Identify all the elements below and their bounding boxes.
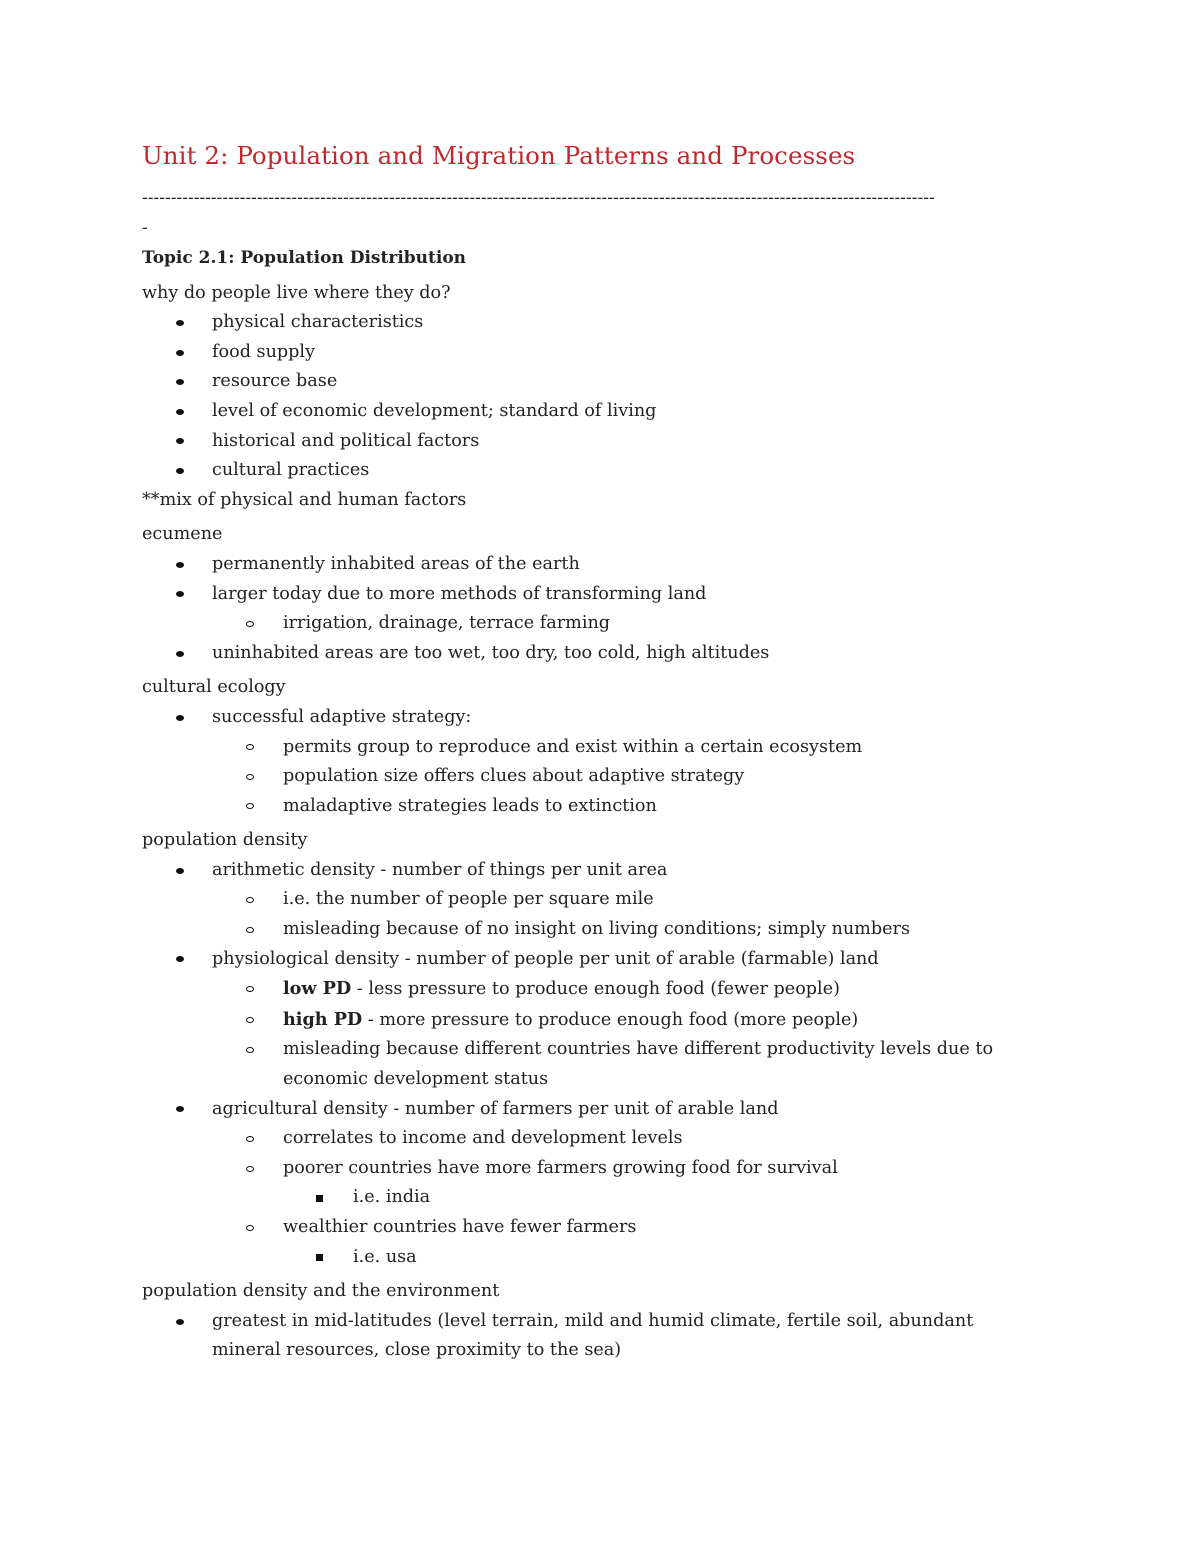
list-subsubitem: i.e. usa <box>142 1243 1062 1273</box>
list-item: level of economic development; standard of living <box>142 397 1062 427</box>
list-item: successful adaptive strategy: <box>142 703 1062 733</box>
bullet-dot-icon <box>176 338 184 368</box>
list-subitem: maladaptive strategies leads to extinction <box>142 792 1062 822</box>
term-high-pd: high PD <box>283 1008 363 1030</box>
list-item: greatest in mid-latitudes (level terrain, mild and humid climate, fertile soil, abundant <box>142 1307 1062 1337</box>
bullet-dot-icon <box>176 1095 184 1125</box>
list-subitem: population size offers clues about adaptive strategy <box>142 762 1062 792</box>
bullet-square-icon <box>316 1243 323 1273</box>
list-item: physical characteristics <box>142 308 1062 338</box>
list-subitem: irrigation, drainage, terrace farming <box>142 609 1062 639</box>
list-subitem: high PD - more pressure to produce enough food (more people) <box>142 1005 1062 1036</box>
bullet-circle-icon <box>246 1035 254 1065</box>
bullet-dot-icon <box>176 703 184 733</box>
bullet-dot-icon <box>176 427 184 457</box>
bullet-circle-icon <box>246 1005 254 1035</box>
bullet-circle-icon <box>246 792 254 822</box>
list-subitem: misleading because different countries have different productivity levels due to <box>142 1035 1062 1065</box>
list-item: arithmetic density - number of things per unit area <box>142 856 1062 886</box>
list-subitem: poorer countries have more farmers growing food for survival <box>142 1154 1062 1184</box>
note-text: **mix of physical and human factors <box>142 489 467 510</box>
list-subitem-continuation: economic development status <box>283 1069 549 1090</box>
bullet-circle-icon <box>246 1124 254 1154</box>
list-subitem: correlates to income and development levels <box>142 1124 1062 1154</box>
list-item: resource base <box>142 367 1062 397</box>
term-low-pd: low PD <box>283 978 352 1000</box>
bullet-dot-icon <box>176 367 184 397</box>
bullet-dot-icon <box>176 1307 184 1337</box>
list-item: permanently inhabited areas of the earth <box>142 550 1062 580</box>
section-heading-population-density: population density <box>142 830 308 851</box>
bullet-circle-icon <box>246 974 254 1004</box>
list-item: uninhabited areas are too wet, too dry, too cold, high altitudes <box>142 639 1062 669</box>
bullet-dot-icon <box>176 308 184 338</box>
section-heading-environment: population density and the environment <box>142 1281 500 1302</box>
bullet-dot-icon <box>176 456 184 486</box>
bullet-dot-icon <box>176 945 184 975</box>
section-heading-why: why do people live where they do? <box>142 282 451 303</box>
bullet-circle-icon <box>246 762 254 792</box>
bullet-dot-icon <box>176 580 184 610</box>
list-subitem: misleading because of no insight on living conditions; simply numbers <box>142 915 1062 945</box>
document-title: Unit 2: Population and Migration Patterns and Processes <box>142 141 856 170</box>
list-item: food supply <box>142 338 1062 368</box>
bullet-circle-icon <box>246 885 254 915</box>
section-heading-cultural-ecology: cultural ecology <box>142 677 286 698</box>
divider-rule-tail: - <box>142 218 148 238</box>
bullet-dot-icon <box>176 550 184 580</box>
list-item: cultural practices <box>142 456 1062 486</box>
bullet-circle-icon <box>246 1154 254 1184</box>
list-subitem: permits group to reproduce and exist within a certain ecosystem <box>142 733 1062 763</box>
list-subitem: low PD - less pressure to produce enough food (fewer people) <box>142 974 1062 1005</box>
list-item: historical and political factors <box>142 427 1062 457</box>
bullet-circle-icon <box>246 733 254 763</box>
list-subsubitem: i.e. india <box>142 1183 1062 1213</box>
bullet-dot-icon <box>176 856 184 886</box>
document-body <box>142 244 1062 1366</box>
topic-heading: Topic 2.1: Population Distribution <box>142 248 467 268</box>
bullet-dot-icon <box>176 639 184 669</box>
list-item: agricultural density - number of farmers per unit of arable land <box>142 1095 1062 1125</box>
bullet-square-icon <box>316 1183 323 1213</box>
bullet-circle-icon <box>246 609 254 639</box>
list-item-continuation: mineral resources, close proximity to the sea) <box>212 1340 622 1361</box>
list-subitem: i.e. the number of people per square mile <box>142 885 1062 915</box>
bullet-dot-icon <box>176 397 184 427</box>
list-subitem: wealthier countries have fewer farmers <box>142 1213 1062 1243</box>
bullet-circle-icon <box>246 915 254 945</box>
list-item: larger today due to more methods of transforming land <box>142 580 1062 610</box>
divider-rule: ------------------------------------------------------------------------------------------------------------------------------------------ <box>142 188 935 208</box>
list-item: physiological density - number of people per unit of arable (farmable) land <box>142 945 1062 975</box>
bullet-circle-icon <box>246 1213 254 1243</box>
section-heading-ecumene: ecumene <box>142 524 223 545</box>
